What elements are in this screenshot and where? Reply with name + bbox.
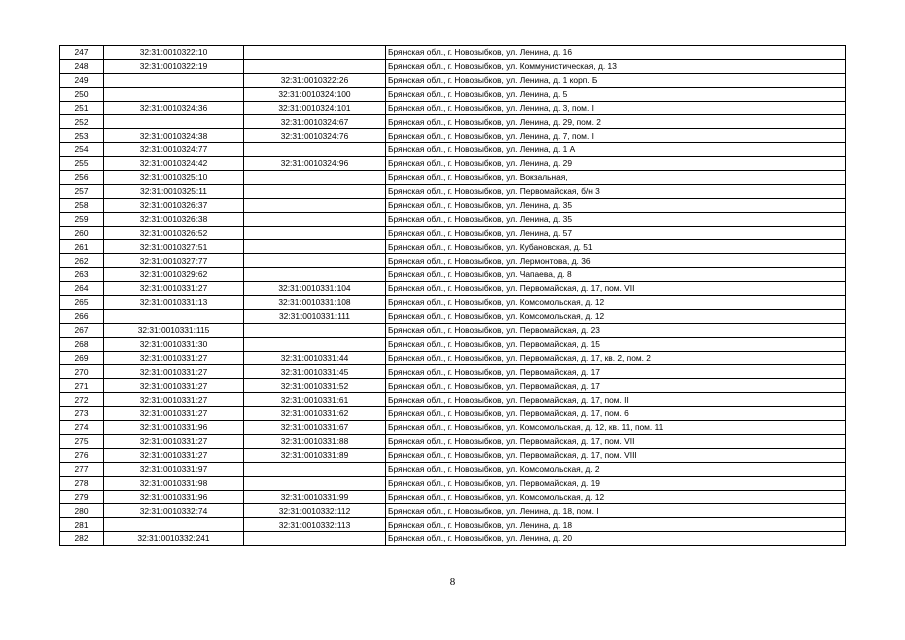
page-number: 8	[449, 576, 456, 588]
cadastral-number-cell: 32:31:0010331:96	[104, 421, 244, 435]
table-row	[60, 337, 846, 351]
row-number-cell: 252	[60, 115, 104, 129]
address-cell: Брянская обл., г. Новозыбков, ул. Ленина, д. 35	[386, 212, 846, 226]
secondary-cadastral-number-cell: 32:31:0010332:113	[244, 518, 386, 532]
row-number-cell: 268	[60, 337, 104, 351]
row-number-cell: 257	[60, 184, 104, 198]
row-number-cell: 259	[60, 212, 104, 226]
cadastral-number-cell: 32:31:0010331:13	[104, 296, 244, 310]
secondary-cadastral-number-cell: 32:31:0010324:76	[244, 129, 386, 143]
table-row	[60, 434, 846, 448]
row-number-cell: 269	[60, 351, 104, 365]
secondary-cadastral-number-cell	[244, 198, 386, 212]
secondary-cadastral-number-cell: 32:31:0010331:52	[244, 379, 386, 393]
table-row	[60, 323, 846, 337]
secondary-cadastral-number-cell: 32:31:0010324:67	[244, 115, 386, 129]
address-cell: Брянская обл., г. Новозыбков, ул. Ленина, д. 35	[386, 198, 846, 212]
table-row	[60, 518, 846, 532]
secondary-cadastral-number-cell: 32:31:0010324:96	[244, 157, 386, 171]
secondary-cadastral-number-cell: 32:31:0010331:111	[244, 309, 386, 323]
cadastral-number-cell: 32:31:0010324:77	[104, 143, 244, 157]
table-row	[60, 157, 846, 171]
cadastral-number-cell: 32:31:0010324:36	[104, 101, 244, 115]
address-cell: Брянская обл., г. Новозыбков, ул. Первомайская, д. 17	[386, 365, 846, 379]
secondary-cadastral-number-cell	[244, 337, 386, 351]
secondary-cadastral-number-cell: 32:31:0010331:108	[244, 296, 386, 310]
row-number-cell: 264	[60, 282, 104, 296]
cadastral-number-cell: 32:31:0010324:38	[104, 129, 244, 143]
cadastral-number-cell: 32:31:0010331:97	[104, 462, 244, 476]
cadastral-number-cell: 32:31:0010331:27	[104, 365, 244, 379]
cadastral-number-cell: 32:31:0010332:241	[104, 532, 244, 546]
address-cell: Брянская обл., г. Новозыбков, ул. Первомайская, д. 19	[386, 476, 846, 490]
row-number-cell: 253	[60, 129, 104, 143]
cadastral-number-cell	[104, 518, 244, 532]
cadastral-number-cell: 32:31:0010331:30	[104, 337, 244, 351]
address-cell: Брянская обл., г. Новозыбков, ул. Комсомольская, д. 2	[386, 462, 846, 476]
table-row	[60, 476, 846, 490]
row-number-cell: 281	[60, 518, 104, 532]
table-row	[60, 462, 846, 476]
cadastral-number-cell: 32:31:0010331:27	[104, 448, 244, 462]
table-row	[60, 379, 846, 393]
row-number-cell: 262	[60, 254, 104, 268]
row-number-cell: 277	[60, 462, 104, 476]
address-cell: Брянская обл., г. Новозыбков, ул. Вокзальная,	[386, 171, 846, 185]
table-row	[60, 448, 846, 462]
address-cell: Брянская обл., г. Новозыбков, ул. Ленина, д. 29, пом. 2	[386, 115, 846, 129]
table-row	[60, 143, 846, 157]
row-number-cell: 274	[60, 421, 104, 435]
address-cell: Брянская обл., г. Новозыбков, ул. Первомайская, д. 17, пом. II	[386, 393, 846, 407]
cadastral-number-cell	[104, 73, 244, 87]
address-cell: Брянская обл., г. Новозыбков, ул. Первомайская, д. 17, пом. VIII	[386, 448, 846, 462]
secondary-cadastral-number-cell	[244, 323, 386, 337]
cadastral-number-cell: 32:31:0010322:19	[104, 59, 244, 73]
secondary-cadastral-number-cell	[244, 462, 386, 476]
cadastral-number-cell: 32:31:0010331:96	[104, 490, 244, 504]
row-number-cell: 266	[60, 309, 104, 323]
secondary-cadastral-number-cell	[244, 171, 386, 185]
secondary-cadastral-number-cell	[244, 184, 386, 198]
secondary-cadastral-number-cell	[244, 532, 386, 546]
address-cell: Брянская обл., г. Новозыбков, ул. Ленина, д. 16	[386, 46, 846, 60]
table-row	[60, 393, 846, 407]
address-cell: Брянская обл., г. Новозыбков, ул. Лермонтова, д. 36	[386, 254, 846, 268]
cadastral-number-cell: 32:31:0010326:37	[104, 198, 244, 212]
address-cell: Брянская обл., г. Новозыбков, ул. Первомайская, д. 17, пом. 6	[386, 407, 846, 421]
cadastral-number-cell: 32:31:0010322:10	[104, 46, 244, 60]
table-row	[60, 282, 846, 296]
row-number-cell: 273	[60, 407, 104, 421]
address-cell: Брянская обл., г. Новозыбков, ул. Ленина, д. 7, пом. I	[386, 129, 846, 143]
table-row	[60, 309, 846, 323]
secondary-cadastral-number-cell	[244, 476, 386, 490]
address-cell: Брянская обл., г. Новозыбков, ул. Комсомольская, д. 12	[386, 490, 846, 504]
cadastral-number-cell: 32:31:0010331:27	[104, 282, 244, 296]
row-number-cell: 250	[60, 87, 104, 101]
cadastral-number-cell: 32:31:0010325:10	[104, 171, 244, 185]
secondary-cadastral-number-cell	[244, 254, 386, 268]
address-cell: Брянская обл., г. Новозыбков, ул. Чапаева, д. 8	[386, 268, 846, 282]
cadastral-number-cell: 32:31:0010327:77	[104, 254, 244, 268]
secondary-cadastral-number-cell: 32:31:0010331:45	[244, 365, 386, 379]
cadastral-number-cell: 32:31:0010327:51	[104, 240, 244, 254]
property-registry-table	[59, 45, 846, 546]
table-row	[60, 296, 846, 310]
secondary-cadastral-number-cell: 32:31:0010331:89	[244, 448, 386, 462]
address-cell: Брянская обл., г. Новозыбков, ул. Первомайская, д. 15	[386, 337, 846, 351]
cadastral-number-cell: 32:31:0010332:74	[104, 504, 244, 518]
cadastral-number-cell: 32:31:0010325:11	[104, 184, 244, 198]
table-row	[60, 73, 846, 87]
secondary-cadastral-number-cell	[244, 240, 386, 254]
cadastral-number-cell: 32:31:0010331:27	[104, 407, 244, 421]
row-number-cell: 255	[60, 157, 104, 171]
table-row	[60, 240, 846, 254]
cadastral-number-cell: 32:31:0010324:42	[104, 157, 244, 171]
cadastral-number-cell	[104, 87, 244, 101]
address-cell: Брянская обл., г. Новозыбков, ул. Кубановская, д. 51	[386, 240, 846, 254]
row-number-cell: 275	[60, 434, 104, 448]
row-number-cell: 279	[60, 490, 104, 504]
table-row	[60, 226, 846, 240]
table-row	[60, 46, 846, 60]
cadastral-number-cell: 32:31:0010331:27	[104, 434, 244, 448]
row-number-cell: 267	[60, 323, 104, 337]
table-row	[60, 351, 846, 365]
table-row	[60, 101, 846, 115]
row-number-cell: 247	[60, 46, 104, 60]
address-cell: Брянская обл., г. Новозыбков, ул. Комсомольская, д. 12	[386, 309, 846, 323]
address-cell: Брянская обл., г. Новозыбков, ул. Комсомольская, д. 12, кв. 11, пом. 11	[386, 421, 846, 435]
secondary-cadastral-number-cell	[244, 212, 386, 226]
row-number-cell: 270	[60, 365, 104, 379]
cadastral-number-cell	[104, 309, 244, 323]
secondary-cadastral-number-cell: 32:31:0010331:99	[244, 490, 386, 504]
address-cell: Брянская обл., г. Новозыбков, ул. Первомайская, д. 23	[386, 323, 846, 337]
row-number-cell: 263	[60, 268, 104, 282]
cadastral-number-cell: 32:31:0010326:52	[104, 226, 244, 240]
address-cell: Брянская обл., г. Новозыбков, ул. Первомайская, д. 17, кв. 2, пом. 2	[386, 351, 846, 365]
secondary-cadastral-number-cell: 32:31:0010331:61	[244, 393, 386, 407]
row-number-cell: 258	[60, 198, 104, 212]
secondary-cadastral-number-cell	[244, 46, 386, 60]
cadastral-number-cell: 32:31:0010329:62	[104, 268, 244, 282]
address-cell: Брянская обл., г. Новозыбков, ул. Ленина, д. 18	[386, 518, 846, 532]
cadastral-number-cell: 32:31:0010331:98	[104, 476, 244, 490]
address-cell: Брянская обл., г. Новозыбков, ул. Первомайская, д. 17, пом. VII	[386, 282, 846, 296]
address-cell: Брянская обл., г. Новозыбков, ул. Первомайская, д. 17, пом. VII	[386, 434, 846, 448]
table-row	[60, 87, 846, 101]
address-cell: Брянская обл., г. Новозыбков, ул. Ленина, д. 3, пом. I	[386, 101, 846, 115]
secondary-cadastral-number-cell	[244, 143, 386, 157]
address-cell: Брянская обл., г. Новозыбков, ул. Ленина, д. 20	[386, 532, 846, 546]
address-cell: Брянская обл., г. Новозыбков, ул. Первомайская, д. 17	[386, 379, 846, 393]
table-row	[60, 115, 846, 129]
secondary-cadastral-number-cell: 32:31:0010331:88	[244, 434, 386, 448]
table-body	[60, 46, 846, 546]
table-row	[60, 212, 846, 226]
secondary-cadastral-number-cell: 32:31:0010324:100	[244, 87, 386, 101]
secondary-cadastral-number-cell: 32:31:0010332:112	[244, 504, 386, 518]
address-cell: Брянская обл., г. Новозыбков, ул. Ленина, д. 5	[386, 87, 846, 101]
row-number-cell: 271	[60, 379, 104, 393]
table-row	[60, 490, 846, 504]
address-cell: Брянская обл., г. Новозыбков, ул. Коммунистическая, д. 13	[386, 59, 846, 73]
cadastral-number-cell	[104, 115, 244, 129]
table-row	[60, 184, 846, 198]
table-row	[60, 171, 846, 185]
cadastral-number-cell: 32:31:0010326:38	[104, 212, 244, 226]
table-row	[60, 268, 846, 282]
address-cell: Брянская обл., г. Новозыбков, ул. Комсомольская, д. 12	[386, 296, 846, 310]
row-number-cell: 248	[60, 59, 104, 73]
address-cell: Брянская обл., г. Новозыбков, ул. Ленина, д. 1 А	[386, 143, 846, 157]
row-number-cell: 272	[60, 393, 104, 407]
address-cell: Брянская обл., г. Новозыбков, ул. Ленина, д. 29	[386, 157, 846, 171]
table-row	[60, 59, 846, 73]
row-number-cell: 260	[60, 226, 104, 240]
cadastral-number-cell: 32:31:0010331:27	[104, 379, 244, 393]
table-row	[60, 198, 846, 212]
table-row	[60, 421, 846, 435]
secondary-cadastral-number-cell: 32:31:0010331:44	[244, 351, 386, 365]
row-number-cell: 261	[60, 240, 104, 254]
secondary-cadastral-number-cell: 32:31:0010331:62	[244, 407, 386, 421]
row-number-cell: 251	[60, 101, 104, 115]
secondary-cadastral-number-cell	[244, 59, 386, 73]
row-number-cell: 265	[60, 296, 104, 310]
secondary-cadastral-number-cell: 32:31:0010324:101	[244, 101, 386, 115]
table-row	[60, 407, 846, 421]
secondary-cadastral-number-cell	[244, 268, 386, 282]
row-number-cell: 280	[60, 504, 104, 518]
address-cell: Брянская обл., г. Новозыбков, ул. Ленина, д. 1 корп. Б	[386, 73, 846, 87]
secondary-cadastral-number-cell	[244, 226, 386, 240]
address-cell: Брянская обл., г. Новозыбков, ул. Ленина, д. 57	[386, 226, 846, 240]
cadastral-number-cell: 32:31:0010331:27	[104, 393, 244, 407]
secondary-cadastral-number-cell: 32:31:0010331:67	[244, 421, 386, 435]
secondary-cadastral-number-cell: 32:31:0010331:104	[244, 282, 386, 296]
secondary-cadastral-number-cell: 32:31:0010322:26	[244, 73, 386, 87]
row-number-cell: 278	[60, 476, 104, 490]
row-number-cell: 254	[60, 143, 104, 157]
cadastral-number-cell: 32:31:0010331:27	[104, 351, 244, 365]
cadastral-number-cell: 32:31:0010331:115	[104, 323, 244, 337]
row-number-cell: 249	[60, 73, 104, 87]
table-row	[60, 365, 846, 379]
table-row	[60, 129, 846, 143]
row-number-cell: 282	[60, 532, 104, 546]
address-cell: Брянская обл., г. Новозыбков, ул. Первомайская, б/н 3	[386, 184, 846, 198]
address-cell: Брянская обл., г. Новозыбков, ул. Ленина, д. 18, пом. I	[386, 504, 846, 518]
table-row	[60, 504, 846, 518]
table-row	[60, 532, 846, 546]
table-row	[60, 254, 846, 268]
row-number-cell: 256	[60, 171, 104, 185]
row-number-cell: 276	[60, 448, 104, 462]
